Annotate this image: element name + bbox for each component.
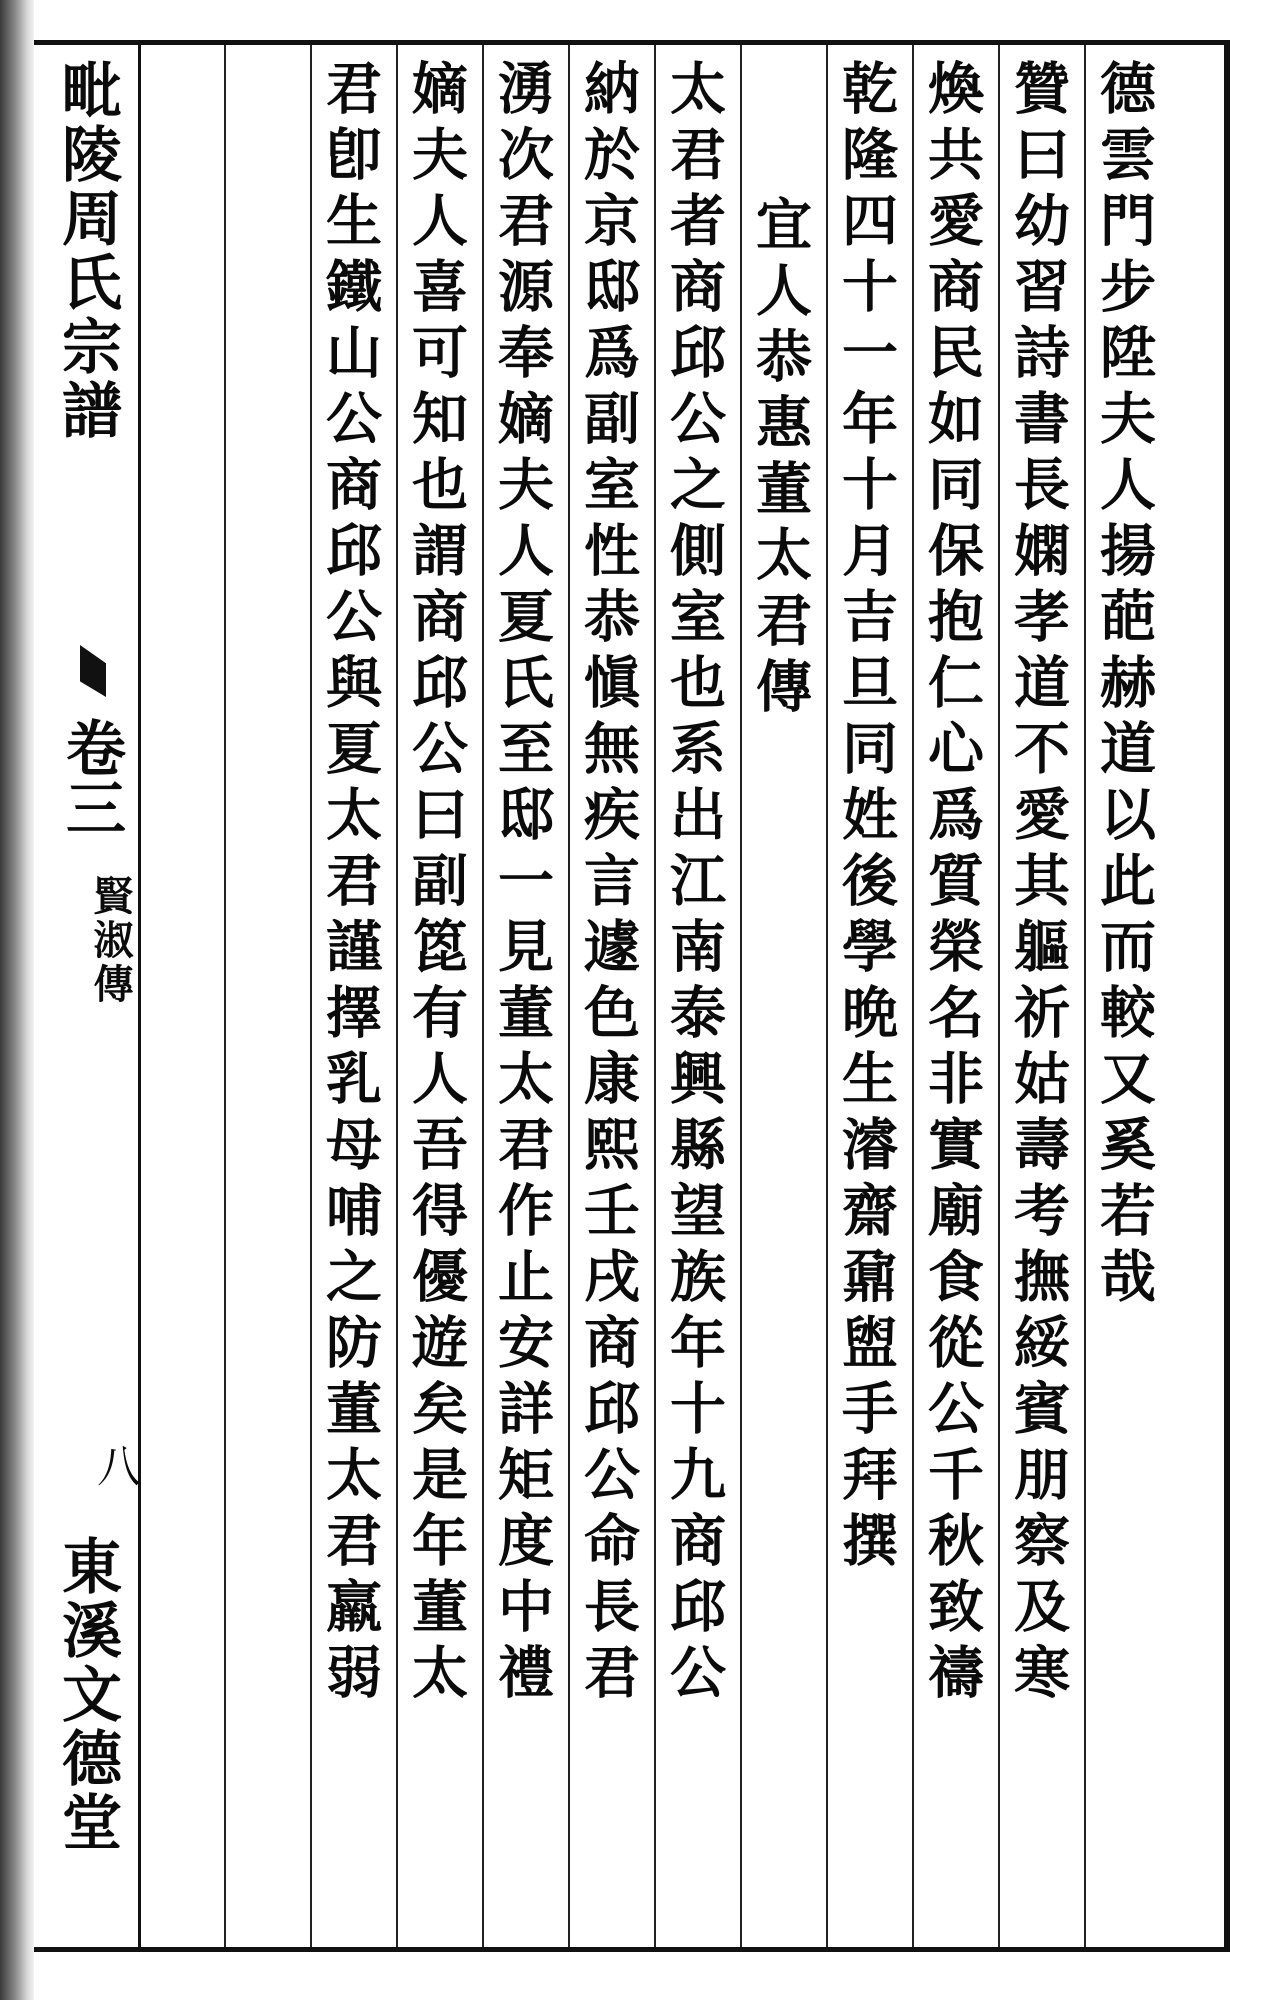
book-title: 毗陵周氏宗譜 [52, 59, 122, 443]
column-rule [482, 45, 484, 1947]
column-rule [224, 45, 226, 1947]
column-rule [310, 45, 312, 1947]
section-label: 賢淑傳 [87, 875, 134, 1007]
text-column-4: 乾隆四十一年十月吉旦同姓後學晩生濬齋鼐盥手拜撰 [833, 59, 899, 1577]
text-column-9: 嫡夫人喜可知也謂商邱公曰副箆有人吾得優遊矣是年董太 [403, 59, 469, 1709]
text-column-10: 君卽生鐵山公商邱公與夏太君謹擇乳母哺之防董太君羸弱 [317, 59, 383, 1709]
column-rule [654, 45, 656, 1947]
fish-tail-mark-icon [80, 645, 106, 697]
text-column-2: 贊曰幼習詩書長嫻孝道不愛其軀祈姑壽考撫綏賓朋察及寒 [1005, 59, 1071, 1709]
margin-column [34, 45, 141, 1947]
column-rule [568, 45, 570, 1947]
text-column-3: 煥共愛商民如同保抱仁心爲質榮名非實廟食從公千秋致禱 [919, 59, 985, 1709]
text-column-1: 德雲門步陞夫人揚葩赫道以此而較又奚若哉 [1091, 59, 1157, 1313]
column-rule [740, 45, 742, 1947]
column-rule [1084, 45, 1086, 1947]
text-column-6: 太君者商邱公之側室也系出江南泰興縣望族年十九商邱公 [661, 59, 727, 1709]
biography-heading: 宜人恭惠董太君傳 [747, 195, 813, 723]
volume-label: 卷三 [56, 717, 126, 837]
column-rule [396, 45, 398, 1947]
page-number: 八 [89, 1443, 140, 1487]
document-page [34, 40, 1230, 1952]
column-rule [826, 45, 828, 1947]
column-rule [912, 45, 914, 1947]
text-column-7: 納於京邸爲副室性恭愼無疾言遽色康熙壬戌商邱公命長君 [575, 59, 641, 1709]
column-rule [998, 45, 1000, 1947]
text-column-8: 湧次君源奉嫡夫人夏氏至邸一見董太君作止安詳矩度中禮 [489, 59, 555, 1709]
book-binding-edge [0, 0, 34, 2000]
hall-name: 東溪文德堂 [52, 1535, 122, 1855]
